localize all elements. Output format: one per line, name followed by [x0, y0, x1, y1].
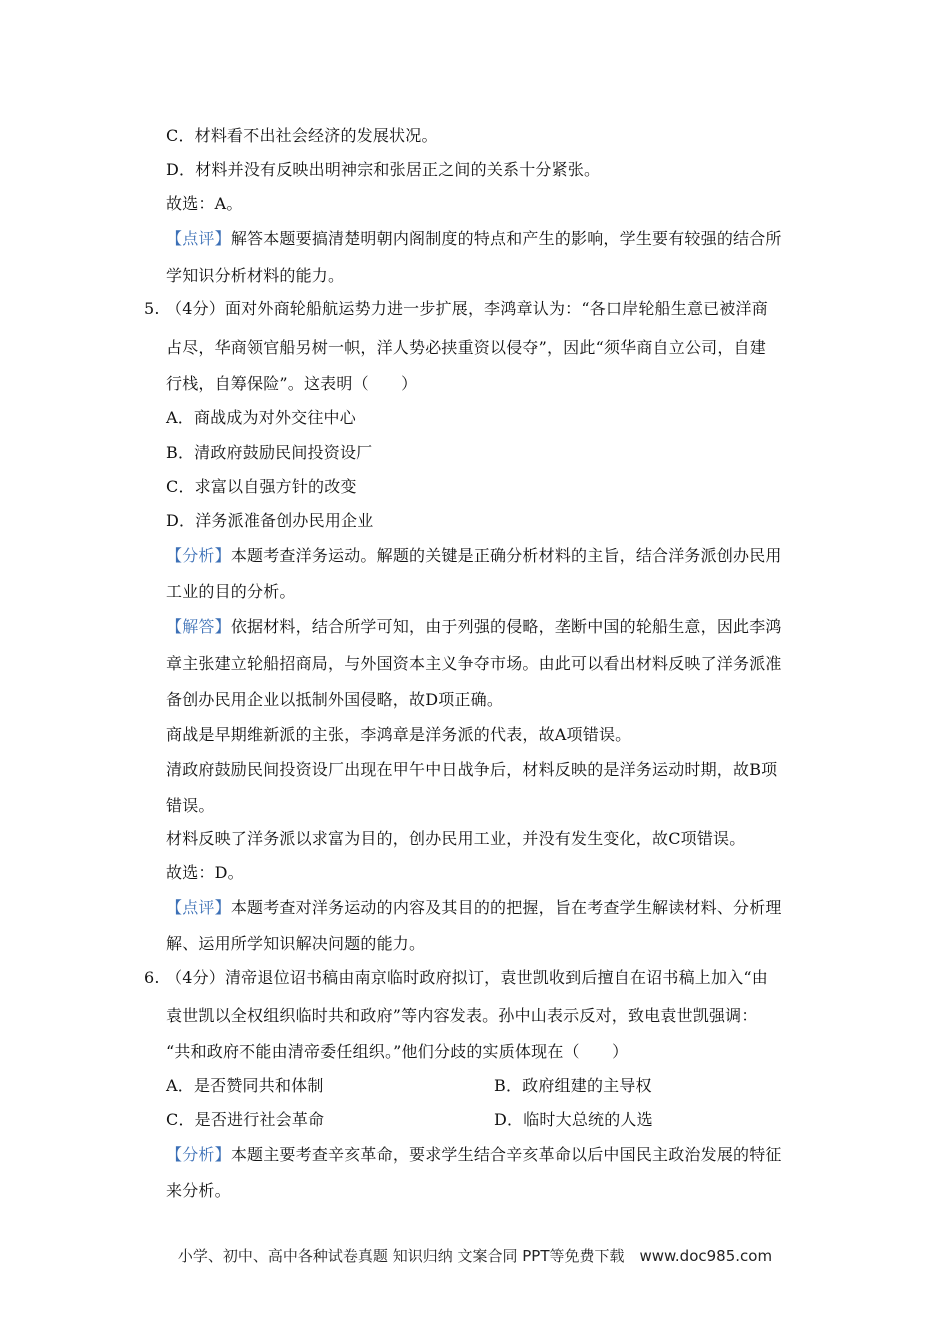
analysis-text: 本题考查洋务运动。解题的关键是正确分析材料的主旨，结合洋务派创办民用 — [230, 546, 782, 565]
q4-option-d: D．材料并没有反映出明神宗和张居正之间的关系十分紧张。 — [166, 160, 601, 179]
q6-option-b: B．政府组建的主导权 — [494, 1076, 652, 1095]
q4-comment-line-1 — [166, 229, 782, 249]
q5-stem-line-1: （4分）面对外商轮船航运势力进一步扩展，李鸿章认为：“各口岸轮船生意已被洋商 — [166, 299, 768, 318]
q5-explain-b-line-1: 清政府鼓励民间投资设厂出现在甲午中日战争后，材料反映的是洋务运动时期，故B项 — [166, 760, 778, 779]
q6-analysis-line-1 — [166, 1145, 782, 1165]
comment-text: 本题考查对洋务运动的内容及其目的的把握，旨在考查学生解读材料、分析理 — [230, 898, 782, 917]
q5-solution-line-2: 章主张建立轮船招商局，与外国资本主义争夺市场。由此可以看出材料反映了洋务派准 — [166, 654, 782, 673]
q5-explain-b-line-2: 错误。 — [166, 796, 215, 815]
q5-stem-line-3: 行栈，自筹保险”。这表明（ ） — [166, 374, 418, 393]
q6-stem-line-2: 袁世凯以全权组织临时共和政府”等内容发表。孙中山表示反对，致电袁世凯强调： — [166, 1006, 758, 1025]
q6-analysis-line-2: 来分析。 — [166, 1181, 231, 1200]
q5-explain-c: 材料反映了洋务派以求富为目的，创办民用工业，并没有发生变化，故C项错误。 — [166, 829, 746, 848]
q5-option-c: C．求富以自强方针的改变 — [166, 477, 357, 496]
q5-comment-line-1 — [166, 898, 782, 918]
q6-option-a: A．是否赞同共和体制 — [166, 1076, 324, 1095]
q5-comment-line-2: 解、运用所学知识解决问题的能力。 — [166, 934, 426, 953]
analysis-tag: 【分析】 — [166, 546, 231, 565]
solution-text: 依据材料，结合所学可知，由于列强的侵略，垄断中国的轮船生意，因此李鸿 — [230, 617, 782, 636]
solution-tag: 【解答】 — [166, 617, 231, 636]
q6-number: 6. — [144, 968, 160, 987]
q4-comment-line-2: 学知识分析材料的能力。 — [166, 266, 345, 285]
q5-explain-a: 商战是早期维新派的主张，李鸿章是洋务派的代表，故A项错误。 — [166, 725, 632, 744]
q5-option-b: B．清政府鼓励民间投资设厂 — [166, 443, 373, 462]
analysis-text: 本题主要考查辛亥革命，要求学生结合辛亥革命以后中国民主政治发展的特征 — [230, 1145, 782, 1164]
q5-answer: 故选：D。 — [166, 863, 244, 882]
q6-option-c: C．是否进行社会革命 — [166, 1110, 325, 1129]
q5-analysis-line-1 — [166, 546, 782, 566]
q6-option-d: D．临时大总统的人选 — [494, 1110, 653, 1129]
q5-number: 5. — [144, 299, 160, 318]
q6-stem-line-1: （4分）清帝退位诏书稿由南京临时政府拟订，袁世凯收到后擅自在诏书稿上加入“由 — [166, 968, 768, 987]
page-footer: 小学、初中、高中各种试卷真题 知识归纳 文案合同 PPT等免费下载 www.doc985.com — [177, 1247, 773, 1265]
q4-option-c: C．材料看不出社会经济的发展状况。 — [166, 126, 438, 145]
q4-answer: 故选：A。 — [166, 194, 243, 213]
q5-analysis-line-2: 工业的目的分析。 — [166, 582, 296, 601]
comment-text: 解答本题要搞清楚明朝内阁制度的特点和产生的影响，学生要有较强的结合所 — [230, 229, 782, 248]
q5-option-a: A．商战成为对外交往中心 — [166, 408, 356, 427]
q5-solution-line-1 — [166, 617, 782, 637]
comment-tag: 【点评】 — [166, 229, 231, 248]
q6-stem-line-3: “共和政府不能由清帝委任组织。”他们分歧的实质体现在（ ） — [166, 1042, 629, 1061]
q5-option-d: D．洋务派准备创办民用企业 — [166, 511, 374, 530]
analysis-tag: 【分析】 — [166, 1145, 231, 1164]
comment-tag: 【点评】 — [166, 898, 231, 917]
q5-solution-line-3: 备创办民用企业以抵制外国侵略，故D项正确。 — [166, 690, 504, 709]
q5-stem-line-2: 占尽，华商领官船另树一帜，洋人势必挟重资以侵夺”，因此“须华商自立公司，自建 — [166, 338, 766, 357]
